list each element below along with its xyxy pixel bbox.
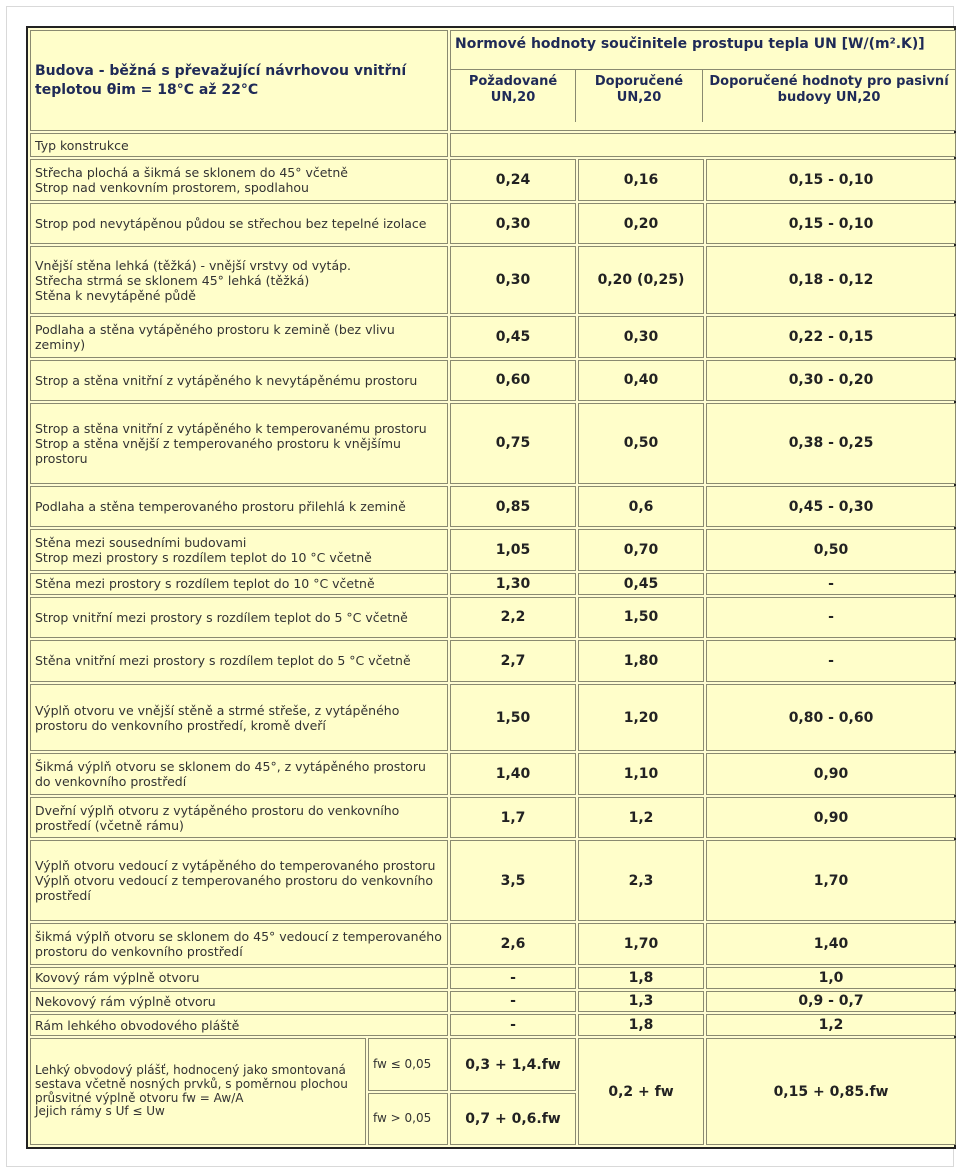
row-label-cell (30, 1014, 448, 1036)
row-req-value: 1,05 (495, 542, 531, 559)
row-pas-cell (706, 529, 956, 571)
row-rec-value: 1,3 (628, 993, 654, 1010)
header-building-text: Budova - běžná s převažující návrhovou vnitřní teplotou θim = 18°C až 22°C (35, 63, 407, 98)
row-pas-cell (706, 203, 956, 245)
row-pas-value: 0,9 - 0,7 (798, 993, 864, 1010)
row-label-cell (30, 991, 448, 1013)
row-label-cell (30, 203, 448, 245)
row-rec-cell (578, 159, 704, 201)
row-req-value: 1,50 (495, 709, 531, 726)
row-req-value: 0,75 (495, 435, 531, 452)
row-req-value: 0,60 (495, 372, 531, 389)
row-label: Strop vnitřní mezi prostory s rozdílem teplot do 5 °C včetně (35, 609, 408, 625)
table-row (30, 529, 956, 571)
row-rec-cell (578, 923, 704, 965)
row-req-value: 1,40 (495, 766, 531, 783)
row-req-value: 1,7 (500, 809, 526, 826)
row-rec-value: 1,20 (623, 709, 659, 726)
row-label: Strop a stěna vnitřní z vytápěného k temperovanému prostoru Strop a stěna vnější z temperovaného prostoru k vnějšímu prostoru (35, 420, 427, 466)
table-row (30, 203, 956, 245)
req1: 0,3 + 1,4.fw (465, 1056, 561, 1073)
row-pas-value: 0,90 (813, 766, 849, 783)
row-req-value: 0,45 (495, 328, 531, 345)
row-pas-cell (706, 159, 956, 201)
row-label: Stěna mezi prostory s rozdílem teplot do 10 °C včetně (35, 576, 375, 592)
row-pas-cell (706, 684, 956, 752)
row-rec-cell (578, 640, 704, 682)
row-rec-cell (578, 529, 704, 571)
row-req-value: - (510, 993, 516, 1010)
row-pas-cell (706, 967, 956, 989)
row-label: Výplň otvoru vedoucí z vytápěného do temperovaného prostoru Výplň otvoru vedoucí z temperovaného prostoru do venkovního prostředí (35, 858, 436, 904)
row-label: Stěna mezi sousedními budovami Strop mezi prostory s rozdílem teplot do 10 °C včetně (35, 535, 372, 566)
row-label-cell (30, 573, 448, 595)
row-pas-value: 0,50 (813, 542, 849, 559)
row-pas-value: 0,22 - 0,15 (788, 328, 874, 345)
row-rec-cell (578, 573, 704, 595)
row-pas-value: 0,18 - 0,12 (788, 272, 874, 289)
row-rec-cell (578, 360, 704, 402)
u-value-table-container (26, 26, 956, 1149)
row-label-cell (30, 486, 448, 528)
row-rec-value: 0,6 (628, 498, 654, 515)
row-label-cell (30, 684, 448, 752)
row-rec-cell (578, 203, 704, 245)
row-last-label: Lehký obvodový plášť, hodnocený jako smontovaná sestava včetně nosných prvků, s poměrnou plochou průsvitné výplně otvoru fw = Aw/A Jejich rámy s Uf ≤ Uw (35, 1063, 348, 1119)
row-pas-cell (706, 403, 956, 484)
row-req-cell (450, 1014, 576, 1036)
row-pas-cell (706, 597, 956, 639)
row-req-value: 1,30 (495, 575, 531, 592)
row-label-cell (30, 159, 448, 201)
table-row (30, 753, 956, 795)
row-rec-value: 1,80 (623, 652, 659, 669)
row-rec-cell (578, 486, 704, 528)
row-pas-value: 0,15 - 0,10 (788, 172, 874, 189)
table-row (30, 573, 956, 595)
row-label: šikmá výplň otvoru se sklonem do 45° vedoucí z temperovaného prostoru do venkovního prostředí (35, 928, 442, 959)
row-label: Strop pod nevytápěnou půdou se střechou bez tepelné izolace (35, 216, 427, 232)
row-label: Střecha plochá a šikmá se sklonem do 45° včetně Strop nad venkovním prostorem, spodlahou (35, 165, 348, 196)
req2: 0,7 + 0,6.fw (465, 1110, 561, 1127)
row-label: Rám lehkého obvodového pláště (35, 1017, 240, 1033)
row-rec-cell (578, 246, 704, 314)
table-row (30, 486, 956, 528)
table-row (30, 403, 956, 484)
cond1: fw ≤ 0,05 (373, 1056, 432, 1071)
row-label-cell (30, 529, 448, 571)
table-row (30, 967, 956, 989)
row-pas-cell (706, 1014, 956, 1036)
row-label-cell (30, 967, 448, 989)
row-req-cell (450, 529, 576, 571)
row-rec-value: 1,2 (628, 809, 654, 826)
table-row (30, 840, 956, 921)
row-pas-value: - (828, 575, 834, 592)
row-req-value: 0,85 (495, 498, 531, 515)
table-row (30, 640, 956, 682)
pas-last: 0,15 + 0,85.fw (773, 1083, 889, 1100)
row-req-cell (450, 967, 576, 989)
row-rec-value: 0,20 (0,25) (597, 272, 685, 289)
table-row (30, 923, 956, 965)
row-req-value: 0,24 (495, 172, 531, 189)
row-rec-value: 0,45 (623, 575, 659, 592)
rec-last-cell (578, 1038, 704, 1145)
row-label-cell (30, 316, 448, 358)
row-req-cell (450, 246, 576, 314)
row-req-cell (450, 316, 576, 358)
row-pas-value: 0,80 - 0,60 (788, 709, 874, 726)
row-pas-value: 0,45 - 0,30 (788, 498, 874, 515)
row-req-cell (450, 203, 576, 245)
row-label-cell (30, 753, 448, 795)
u-value-table (28, 28, 958, 1147)
row-rec-value: 1,10 (623, 766, 659, 783)
cond2-cell (368, 1093, 448, 1145)
row-req-value: 2,6 (500, 935, 526, 952)
row-pas-cell (706, 316, 956, 358)
row-pas-value: 0,30 - 0,20 (788, 372, 874, 389)
row-rec-cell (578, 991, 704, 1013)
section-label: Typ konstrukce (35, 137, 129, 153)
row-pas-value: 0,90 (813, 809, 849, 826)
rec-last: 0,2 + fw (608, 1083, 674, 1100)
section-blank (450, 133, 956, 157)
row-req-cell (450, 923, 576, 965)
row-rec-cell (578, 840, 704, 921)
row-label-cell (30, 403, 448, 484)
req2-cell (450, 1093, 576, 1145)
table-row (30, 316, 956, 358)
row-rec-cell (578, 1014, 704, 1036)
row-req-cell (450, 840, 576, 921)
header-norm: Normové hodnoty součinitele prostupu tepla UN [W/(m².K)] (455, 36, 925, 52)
row-req-cell (450, 991, 576, 1013)
row-rec-cell (578, 797, 704, 839)
row-req-cell (450, 486, 576, 528)
row-pas-cell (706, 753, 956, 795)
row-label-cell (30, 360, 448, 402)
row-pas-cell (706, 486, 956, 528)
row-rec-value: 1,8 (628, 969, 654, 986)
row-pas-value: 1,0 (818, 969, 844, 986)
row-label-cell (30, 246, 448, 314)
row-pas-cell (706, 923, 956, 965)
table-body (30, 159, 956, 1036)
row-rec-cell (578, 597, 704, 639)
row-req-cell (450, 403, 576, 484)
row-label: Podlaha a stěna temperovaného prostoru přilehlá k zemině (35, 499, 406, 515)
row-req-value: - (510, 969, 516, 986)
row-label: Dveřní výplň otvoru z vytápěného prostoru do venkovního prostředí (včetně rámu) (35, 802, 400, 833)
row-rec-cell (578, 753, 704, 795)
row-req-cell (450, 360, 576, 402)
table-row (30, 360, 956, 402)
table-row (30, 159, 956, 201)
row-label: Vnější stěna lehká (těžká) - vnější vrstvy od vytáp. Střecha strmá se sklonem 45° lehká (těžká) Stěna k nevytápěné půdě (35, 257, 352, 303)
row-req-value: 2,7 (500, 652, 526, 669)
row-label: Kovový rám výplně otvoru (35, 970, 200, 986)
row-req-cell (450, 684, 576, 752)
row-rec-cell (578, 967, 704, 989)
row-label: Výplň otvoru ve vnější stěně a strmé střeše, z vytápěného prostoru do venkovního prostředí, kromě dveří (35, 702, 400, 733)
row-label: Podlaha a stěna vytápěného prostoru k zemině (bez vlivu zeminy) (35, 321, 395, 352)
row-rec-value: 0,16 (623, 172, 659, 189)
row-rec-value: 0,30 (623, 328, 659, 345)
row-label-cell (30, 797, 448, 839)
row-label: Šikmá výplň otvoru se sklonem do 45°, z vytápěného prostoru do venkovního prostředí (35, 759, 426, 790)
table-row (30, 1014, 956, 1036)
header-required: Požadované UN,20 (451, 70, 576, 122)
section-label-cell (30, 133, 448, 157)
table-row (30, 797, 956, 839)
row-rec-cell (578, 403, 704, 484)
row-pas-cell (706, 360, 956, 402)
cond2: fw > 0,05 (373, 1111, 432, 1126)
table-row-last-a (30, 1038, 956, 1090)
row-req-cell (450, 573, 576, 595)
table-row (30, 991, 956, 1013)
row-req-value: 0,30 (495, 272, 531, 289)
row-rec-value: 0,50 (623, 435, 659, 452)
row-last-label-cell (30, 1038, 366, 1145)
row-pas-cell (706, 840, 956, 921)
table-row (30, 246, 956, 314)
header-recommended: Doporučené UN,20 (576, 70, 703, 122)
row-req-cell (450, 597, 576, 639)
row-pas-value: - (828, 609, 834, 626)
row-pas-cell (706, 640, 956, 682)
req1-cell (450, 1038, 576, 1090)
row-req-cell (450, 797, 576, 839)
row-label: Strop a stěna vnitřní z vytápěného k nevytápěnému prostoru (35, 372, 418, 388)
row-label: Nekovový rám výplně otvoru (35, 993, 216, 1009)
row-req-cell (450, 753, 576, 795)
row-rec-value: 1,50 (623, 609, 659, 626)
row-pas-cell (706, 797, 956, 839)
row-label: Stěna vnitřní mezi prostory s rozdílem teplot do 5 °C včetně (35, 653, 411, 669)
row-rec-value: 1,70 (623, 935, 659, 952)
row-pas-value: 1,40 (813, 935, 849, 952)
row-rec-value: 1,8 (628, 1017, 654, 1034)
row-req-value: - (510, 1017, 516, 1034)
row-req-value: 3,5 (500, 872, 526, 889)
header-building (30, 30, 448, 131)
row-pas-value: - (828, 652, 834, 669)
row-req-value: 0,30 (495, 215, 531, 232)
cond1-cell (368, 1038, 448, 1090)
row-rec-value: 2,3 (628, 872, 654, 889)
row-req-cell (450, 640, 576, 682)
row-pas-value: 1,2 (818, 1017, 844, 1034)
row-rec-value: 0,20 (623, 215, 659, 232)
header-passive: Doporučené hodnoty pro pasivní budovy UN,20 (709, 74, 949, 106)
row-pas-value: 0,38 - 0,25 (788, 435, 874, 452)
header-norm-cell (450, 30, 956, 131)
row-rec-value: 0,40 (623, 372, 659, 389)
row-pas-cell (706, 573, 956, 595)
row-label-cell (30, 923, 448, 965)
row-req-cell (450, 159, 576, 201)
row-label-cell (30, 597, 448, 639)
row-pas-value: 0,15 - 0,10 (788, 215, 874, 232)
row-pas-cell (706, 246, 956, 314)
row-pas-value: 1,70 (813, 872, 849, 889)
row-rec-cell (578, 684, 704, 752)
table-row (30, 684, 956, 752)
table-row (30, 597, 956, 639)
row-pas-cell (706, 991, 956, 1013)
row-label-cell (30, 640, 448, 682)
row-rec-value: 0,70 (623, 542, 659, 559)
row-label-cell (30, 840, 448, 921)
row-req-value: 2,2 (500, 609, 526, 626)
row-rec-cell (578, 316, 704, 358)
pas-last-cell (706, 1038, 956, 1145)
